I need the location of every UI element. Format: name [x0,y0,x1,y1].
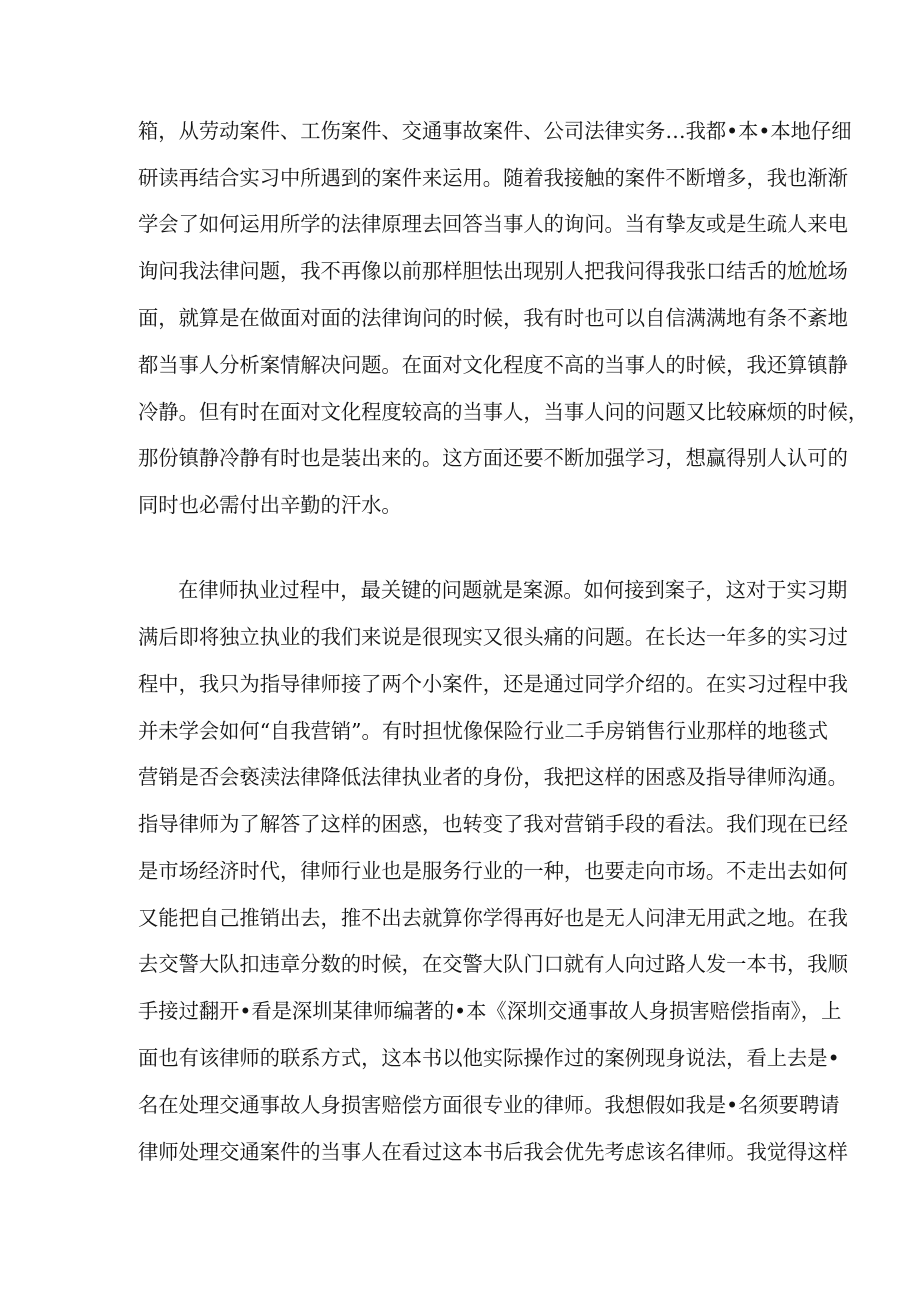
paragraph-line: 指导律师为了解答了这样的困惑，也转变了我对营销手段的看法。我们现在已经 [138,812,848,836]
paragraph-line: 是市场经济时代，律师行业也是服务行业的一种，也要走向市场。不走出去如何 [138,859,848,883]
paragraph-line: 面，就算是在做面对面的法律询问的时候，我有时也可以自信满满地有条不紊地 [138,306,848,330]
paragraph-line: 那份镇静冷静有时也是装出来的。这方面还要不断加强学习，想赢得别人认可的 [138,446,848,470]
paragraph-line: 名在处理交通事故人身损害赔偿方面很专业的律师。我想假如我是•名须要聘请 [138,1093,840,1117]
paragraph-line: 研读再结合实习中所遇到的案件来运用。随着我接触的案件不断增多，我也渐渐 [138,166,848,190]
paragraph-line: 程中，我只为指导律师接了两个小案件，还是通过同学介绍的。在实习过程中我 [138,672,848,696]
paragraph-line: 又能把自己推销出去，推不出去就算你学得再好也是无人问津无用武之地。在我 [138,906,848,930]
paragraph-line: 箱，从劳动案件、工伤案件、交通事故案件、公司法律实务…我都•本•本地仔细 [138,119,852,143]
paragraph-line: 面也有该律师的联系方式，这本书以他实际操作过的案例现身说法，看上去是• [138,1046,840,1070]
paragraph-line: 同时也必需付出辛勤的汗水。 [138,493,402,517]
paragraph-line: 满后即将独立执业的我们来说是很现实又很头痛的问题。在长达一年多的实习过 [138,625,848,649]
paragraph-line: 律师处理交通案件的当事人在看过这本书后我会优先考虑该名律师。我觉得这样 [138,1140,848,1164]
paragraph-line: 去交警大队扣违章分数的时候，在交警大队门口就有人向过路人发一本书，我顺 [138,952,848,976]
paragraph-line: 并未学会如何“自我营销”。有时担忧像保险行业二手房销售行业那样的地毯式 [138,719,829,743]
paragraph-line: 在律师执业过程中，最关键的问题就是案源。如何接到案子，这对于实习期 [178,578,848,602]
paragraph-line: 冷静。但有时在面对文化程度较高的当事人，当事人问的问题又比较麻烦的时候， [138,400,869,424]
paragraph-line: 询问我法律问题，我不再像以前那样胆怯出现别人把我问得我张口结舌的尬尬场 [138,259,848,283]
paragraph-line: 营销是否会亵渎法律降低法律执业者的身份，我把这样的困惑及指导律师沟通。 [138,765,848,789]
paragraph-line: 学会了如何运用所学的法律原理去回答当事人的询问。当有挚友或是生疏人来电 [138,212,848,236]
paragraph-line: 手接过翻开•看是深圳某律师编著的•本《深圳交通事故人身损害赔偿指南》，上 [138,999,842,1023]
paragraph-line: 都当事人分析案情解决问题。在面对文化程度不高的当事人的时候，我还算镇静 [138,353,848,377]
